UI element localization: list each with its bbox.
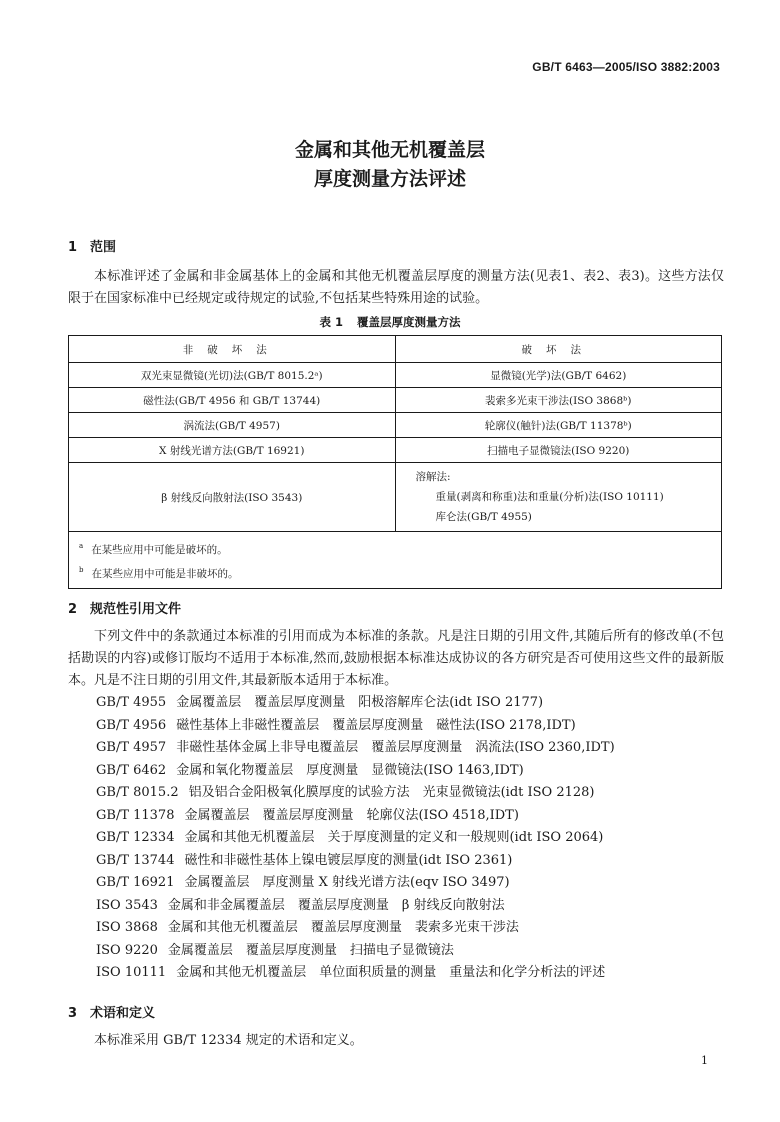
ref-title: 磁性基体上非磁性覆盖层 覆盖层厚度测量 磁性法(ISO 2178,IDT) [176, 717, 576, 733]
ref-code: GB/T 11378 [96, 807, 175, 823]
list-item [96, 872, 615, 895]
ref-code: ISO 3543 [96, 897, 158, 913]
header-destructive: 破坏法 [395, 336, 722, 363]
dissolution-methods-cell [395, 463, 722, 532]
ref-code: GB/T 4956 [96, 717, 167, 733]
document-title-line1: 金属和其他无机覆盖层 [294, 139, 485, 161]
table-caption [0, 314, 780, 330]
ref-code: ISO 3868 [96, 920, 158, 935]
list-item [96, 917, 615, 940]
section-title: 范围 [90, 240, 117, 255]
section-title: 规范性引用文件 [90, 602, 182, 617]
ref-title: 铝及铝合金阳极氧化膜厚度的试验方法 光束显微镜法(idt ISO 2128) [188, 785, 595, 800]
destructive-method: 显微镜(光学)法(GB/T 6462) [395, 363, 722, 388]
normative-references-list [96, 692, 615, 985]
table-row [69, 363, 722, 388]
section-3-paragraph: 本标准采用 GB/T 12334 规定的术语和定义。 [94, 1033, 363, 1048]
destructive-method: 扫描电子显微镜法(ISO 9220) [395, 438, 722, 463]
section-number: 1 [68, 240, 78, 255]
section-number: 3 [68, 1006, 78, 1021]
ref-title: 金属覆盖层 覆盖层厚度测量 阳极溶解库仑法(idt ISO 2177) [176, 695, 544, 710]
ref-code: GB/T 13744 [96, 852, 175, 868]
list-item [96, 737, 615, 760]
table-row [69, 413, 722, 438]
non-destructive-method: β 射线反向散射法(ISO 3543) [69, 463, 396, 532]
ref-code: GB/T 16921 [96, 875, 175, 890]
non-destructive-method: 涡流法(GB/T 4957) [69, 413, 396, 438]
table-label: 表 1 [319, 315, 343, 329]
section-title: 术语和定义 [90, 1006, 156, 1021]
table-title: 覆盖层厚度测量方法 [357, 315, 461, 329]
dissolution-title: 溶解法: [415, 471, 451, 483]
section-2-heading [68, 598, 181, 617]
table-notes [69, 532, 722, 589]
table-row [69, 388, 722, 413]
ref-code: GB/T 4955 [96, 695, 167, 710]
note-text: 在某些应用中可能是非破坏的。 [91, 568, 239, 580]
ref-code: GB/T 8015.2 [96, 785, 179, 800]
methods-table [68, 335, 722, 589]
ref-title: 磁性和非磁性基体上镍电镀层厚度的测量(idt ISO 2361) [184, 852, 513, 868]
note-text: 在某些应用中可能是破坏的。 [91, 544, 228, 556]
list-item [96, 962, 615, 985]
page-number: 1 [701, 1054, 708, 1067]
list-item [96, 782, 615, 805]
ref-title: 金属和其他无机覆盖层 关于厚度测量的定义和一般规则(idt ISO 2064) [184, 830, 604, 845]
ref-title: 金属和氧化物覆盖层 厚度测量 显微镜法(ISO 1463,IDT) [176, 762, 524, 778]
dissolution-item: 库仑法(GB/T 4955) [435, 511, 532, 523]
ref-code: GB/T 4957 [96, 740, 167, 755]
note-mark: a [79, 542, 84, 550]
section-number: 2 [68, 602, 78, 617]
ref-title: 金属覆盖层 覆盖层厚度测量 轮廓仪法(ISO 4518,IDT) [184, 807, 519, 823]
non-destructive-method: X 射线光谱方法(GB/T 16921) [69, 438, 396, 463]
document-title-line2: 厚度测量方法评述 [313, 168, 466, 190]
section-1-paragraph: 本标准评述了金属和非金属基体上的金属和其他无机覆盖层厚度的测量方法(见表1、表2、表3)。这些方法仅限于在国家标准中已经规定或待规定的试验,不包括某些特殊用途的试验。 [68, 269, 724, 306]
section-2-paragraph: 下列文件中的条款通过本标准的引用而成为本标准的条款。凡是注日期的引用文件,其随后所有的修改单(不包括勘误的内容)或修订版均不适用于本标准,然而,鼓励根据本标准达成协议的各方研究是否可使用这些文件的最新版本。凡是不注日期的引用文件,其最新版本适用于本标准。 [68, 629, 724, 688]
non-destructive-method: 磁性法(GB/T 4956 和 GB/T 13744) [69, 388, 396, 413]
destructive-method: 裴索多光束干涉法(ISO 3868ᵇ) [395, 388, 722, 413]
header-non-destructive: 非破坏法 [69, 336, 396, 363]
section-3-heading [68, 1002, 155, 1021]
section-1-heading [68, 236, 116, 255]
standard-code: GB/T 6463—2005/ISO 3882:2003 [532, 60, 720, 74]
note-mark: b [79, 566, 84, 574]
list-item [96, 692, 615, 715]
table-note [79, 536, 713, 560]
ref-title: 金属和非金属覆盖层 覆盖层厚度测量 β 射线反向散射法 [167, 897, 505, 913]
list-item [96, 850, 615, 873]
destructive-method: 轮廓仪(触针)法(GB/T 11378ᵇ) [395, 413, 722, 438]
list-item [96, 895, 615, 918]
ref-title: 非磁性基体金属上非导电覆盖层 覆盖层厚度测量 涡流法(ISO 2360,IDT) [176, 740, 615, 755]
ref-code: GB/T 12334 [96, 830, 175, 845]
table-row [69, 438, 722, 463]
list-item [96, 805, 615, 828]
ref-code: ISO 9220 [96, 942, 158, 958]
ref-title: 金属和其他无机覆盖层 覆盖层厚度测量 裴索多光束干涉法 [167, 920, 519, 935]
ref-title: 金属覆盖层 厚度测量 X 射线光谱方法(eqv ISO 3497) [184, 875, 510, 890]
list-item [96, 760, 615, 783]
list-item [96, 940, 615, 963]
list-item [96, 715, 615, 738]
table-row [69, 463, 722, 532]
ref-code: ISO 10111 [96, 965, 167, 980]
dissolution-item: 重量(剥离和称重)法和重量(分析)法(ISO 10111) [435, 491, 664, 503]
ref-code: GB/T 6462 [96, 762, 167, 778]
ref-title: 金属覆盖层 覆盖层厚度测量 扫描电子显微镜法 [167, 942, 454, 958]
list-item [96, 827, 615, 850]
non-destructive-method: 双光束显微镜(光切)法(GB/T 8015.2ᵃ) [69, 363, 396, 388]
ref-title: 金属和其他无机覆盖层 单位面积质量的测量 重量法和化学分析法的评述 [176, 965, 606, 980]
table-note [79, 560, 713, 584]
